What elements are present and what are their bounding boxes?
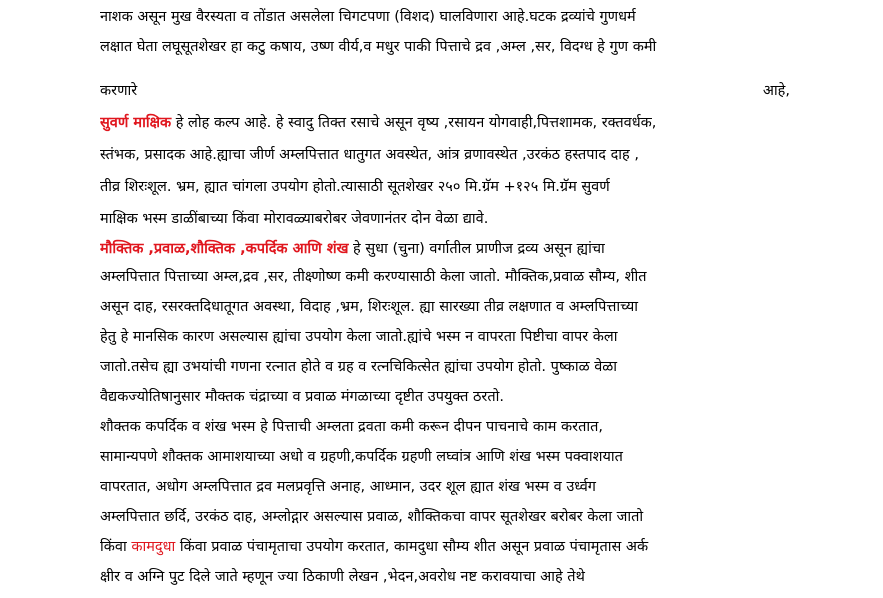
paragraph-text: लक्षात घेता लघूसूतशेखर हा कटु कषाय, उष्ण वीर्य,व मधुर पाकी पित्ताचे द्रव ,अम्ल ,सर, विदग्ध हे गुण कमी	[100, 39, 657, 55]
highlighted-term-kamdudha: कामदुधा	[131, 539, 176, 555]
text-line-17	[100, 504, 790, 530]
text-line-5	[100, 142, 790, 168]
text-line-4	[100, 110, 790, 136]
paragraph-text: अम्लपित्तात छर्दि, उरकंठ दाह, अम्लोद्गार असल्यास प्रवाळ, शौक्तिकचा वापर सूतशेखर बरोबर केला जातो	[100, 509, 644, 525]
paragraph-text: हेतु हे मानसिक कारण असल्यास ह्यांचा उपयोग केला जातो.ह्यांचे भस्म न वापरता पिष्टीचा वापर केला	[100, 329, 618, 345]
text-line-1	[100, 4, 790, 30]
paragraph-text: करणारे	[100, 83, 138, 99]
text-line-10	[100, 294, 790, 320]
text-line-6	[100, 174, 790, 200]
text-line-13	[100, 384, 790, 410]
paragraph-text: शौक्तक कपर्दिक व शंख भस्म हे पित्ताची अम्लता द्रवता कमी करून दीपन पाचनाचे काम करतात,	[100, 419, 603, 435]
paragraph-text: स्तंभक, प्रसादक आहे.ह्याचा जीर्ण अम्लपित्तात धातुगत अवस्थेत, आंत्र व्रणावस्थेत ,उरकंठ हस्तपाद दाह ,	[100, 147, 639, 163]
paragraph-text: वापरतात, अधोग अम्लपित्तात द्रव मलप्रवृत्ति अनाह, आध्मान, उदर शूल ह्यात शंख भस्म व उर्ध्वग	[100, 479, 596, 495]
paragraph-text: सामान्यपणे शौक्तक आमाशयाच्या अधो व ग्रहणी,कपर्दिक ग्रहणी लघ्वांत्र आणि शंख भस्म पक्वाशयात	[100, 449, 623, 465]
text-line-7	[100, 206, 790, 232]
paragraph-text: हे लोह कल्प आहे. हे स्वादु तिक्त रसाचे असून वृष्य ,रसायन योगवाही,पित्तशामक, रक्तवर्धक,	[171, 115, 657, 131]
text-line-19	[100, 564, 790, 590]
text-line-16	[100, 474, 790, 500]
paragraph-text: हे सुधा (चुना) वर्गातील प्राणीज द्रव्य असून ह्यांचा	[348, 241, 605, 257]
paragraph-text: नाशक असून मुख वैरस्यता व तोंडात असलेला चिगटपणा (विशद) घालविणारा आहे.घटक द्रव्यांचे गुणधर्म	[100, 9, 636, 25]
text-line-15	[100, 444, 790, 470]
paragraph-text: तीव्र शिरःशूल. भ्रम, ह्यात चांगला उपयोग होतो.त्यासाठी सूतशेखर २५० मि.ग्रॅम +१२५ मि.ग्रॅम सुवर्ण	[100, 179, 610, 195]
paragraph-text: क्षीर व अग्नि पुट दिले जाते म्हणून ज्या ठिकाणी लेखन ,भेदन,अवरोध नष्ट करावयाचा आहे तेथे	[100, 569, 585, 585]
paragraph-text: आहे,	[762, 83, 790, 99]
paragraph-text: अम्लपित्तात पित्ताच्या अम्ल,द्रव ,सर, तीक्ष्णोष्ण कमी करण्यासाठी केला जातो. मौक्तिक,प्रवाळ सौम्य, शीत	[100, 269, 647, 285]
text-line-14	[100, 414, 790, 440]
text-line-11	[100, 324, 790, 350]
paragraph-text: असून दाह, रसरक्तदिधातूगत अवस्था, विदाह ,भ्रम, शिरःशूल. ह्या सारख्या तीव्र लक्षणात व अम्लपित्ताच्या	[100, 299, 639, 315]
paragraph-text: किंवा प्रवाळ पंचामृताचा उपयोग करतात, कामदुधा सौम्य शीत असून प्रवाळ पंचामृतास अर्क	[175, 539, 649, 555]
paragraph-text: माक्षिक भस्म डाळींबाच्या किंवा मोरावळ्याबरोबर जेवणानंतर दोन वेळा द्यावे.	[100, 211, 489, 227]
text-line-3	[100, 78, 790, 104]
highlighted-term-mauktik-group: मौक्तिक ,प्रवाळ,शौक्तिक ,कपर्दिक आणि शंख	[100, 241, 349, 257]
text-line-8	[100, 236, 790, 262]
text-line-2	[100, 34, 790, 60]
paragraph-text: किंवा	[100, 539, 132, 555]
text-line-12	[100, 354, 790, 380]
paragraph-text: जातो.तसेच ह्या उभयांची गणना रत्नात होते व ग्रह व रत्नचिकित्सेत ह्यांचा उपयोग होतो. पुष्काळ वेळा	[100, 359, 618, 375]
paragraph-text: वैद्यकज्योतिषानुसार मौक्तक चंद्राच्या व प्रवाळ मंगळाच्या दृष्टीत उपयुक्त ठरतो.	[100, 389, 504, 405]
text-line-9	[100, 264, 790, 290]
highlighted-term-suvarna-makshik: सुवर्ण माक्षिक	[100, 115, 172, 131]
text-line-18	[100, 534, 790, 560]
